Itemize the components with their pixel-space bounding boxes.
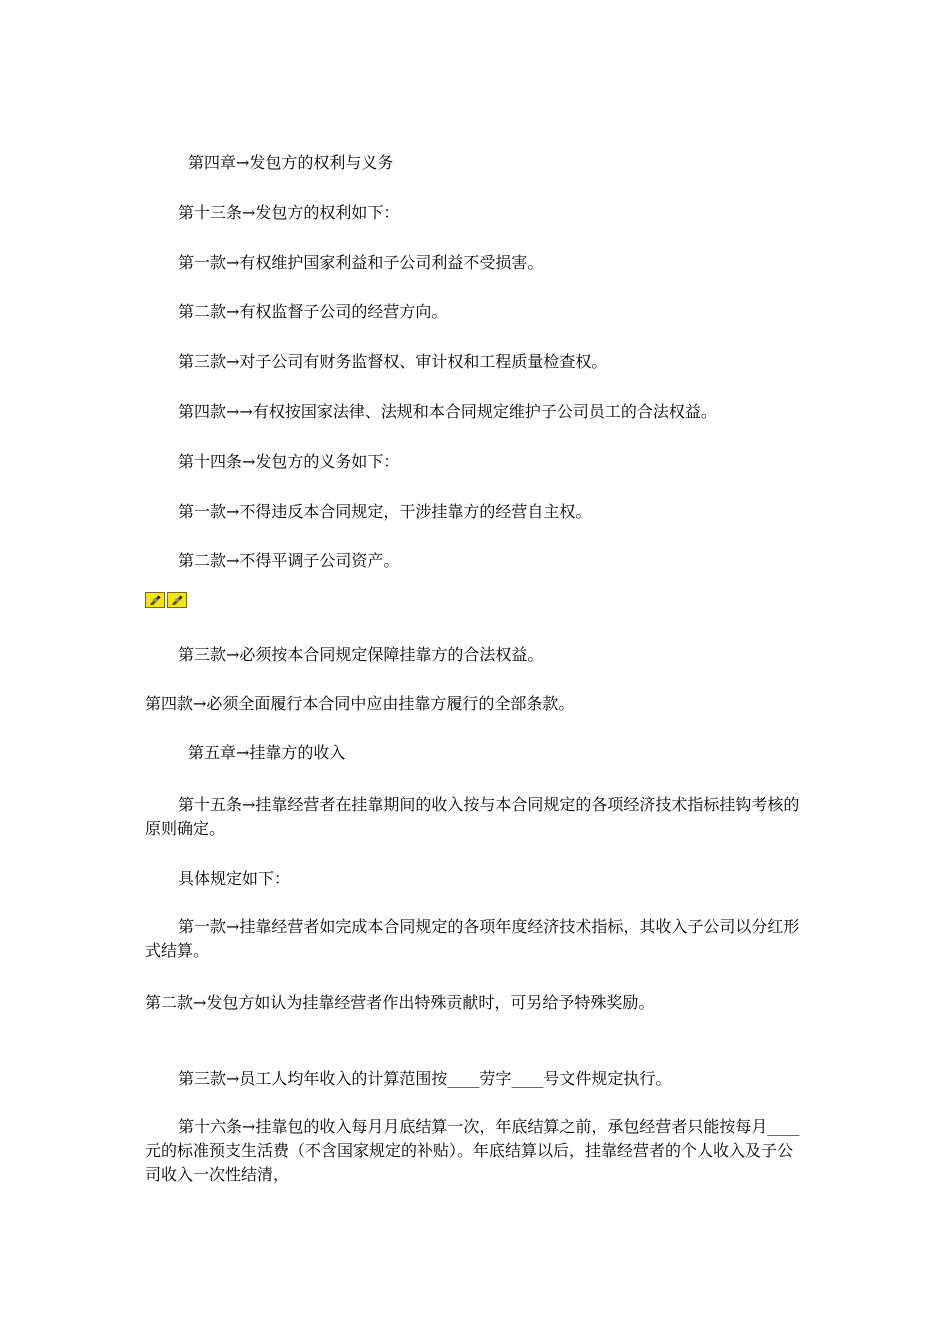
article-14-clause-4: 第四款→必须全面履行本合同中应由挂靠方履行的全部条款。: [145, 694, 575, 713]
article-15-clause-3: 第三款→员工人均年收入的计算范围按____劳字____号文件规定执行。: [178, 1069, 672, 1088]
specific-rules-heading: 具体规定如下：: [178, 869, 291, 888]
article-13-clause-1: 第一款→有权维护国家利益和子公司利益不受损害。: [178, 253, 544, 272]
article-14-clause-2: 第二款→不得平调子公司资产。: [178, 551, 400, 570]
article-13: 第十三条→发包方的权利如下：: [178, 203, 400, 222]
chapter-4-heading: 第四章→发包方的权利与义务: [188, 153, 394, 172]
article-15-clause-2: 第二款→发包方如认为挂靠经营者作出特殊贡献时，可另给予特殊奖励。: [145, 993, 655, 1012]
article-15: 第十五条→挂靠经营者在挂靠期间的收入按与本合同规定的各项经济技术指标挂钩考核的原则确定。: [145, 795, 800, 838]
article-13-clause-2: 第二款→有权监督子公司的经营方向。: [178, 302, 448, 321]
article-16: 第十六条→挂靠包的收入每月月底结算一次，年底结算之前，承包经营者只能按每月____元的标准预支生活费（不含国家规定的补贴）。年底结算以后，挂靠经营者的个人收入及子公司收入一次性结清，: [145, 1117, 800, 1184]
pen-icon: [145, 592, 165, 608]
article-13-clause-3: 第三款→对子公司有财务监督权、审计权和工程质量检查权。: [178, 352, 608, 371]
chapter-5-heading: 第五章→挂靠方的收入: [188, 743, 346, 762]
article-14-clause-1: 第一款→不得违反本合同规定，干涉挂靠方的经营自主权。: [178, 502, 592, 521]
pen-icon: [167, 592, 187, 608]
article-13-clause-4: 第四款→→有权按国家法律、法规和本合同规定维护子公司员工的合法权益。: [178, 402, 717, 421]
embedded-icons: [145, 592, 191, 610]
article-15-clause-1: 第一款→挂靠经营者如完成本合同规定的各项年度经济技术指标，其收入子公司以分红形式结算。: [145, 917, 800, 960]
article-14: 第十四条→发包方的义务如下：: [178, 452, 400, 471]
article-14-clause-3: 第三款→必须按本合同规定保障挂靠方的合法权益。: [178, 645, 544, 664]
